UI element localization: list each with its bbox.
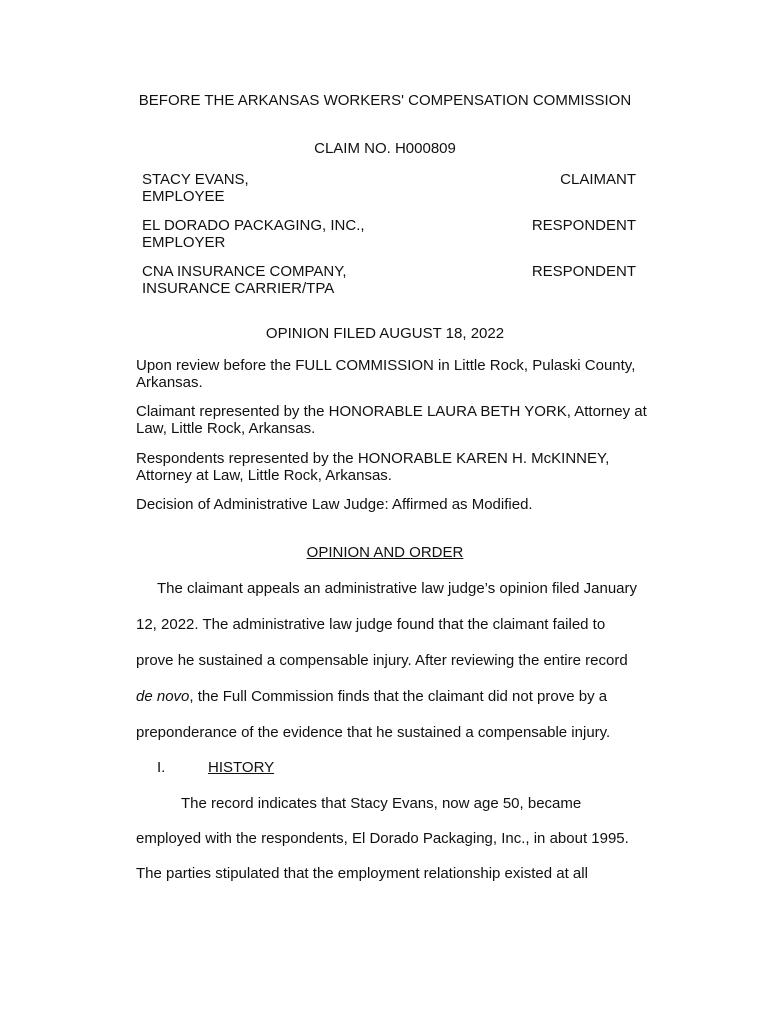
party-claimant [142,171,636,205]
opinion-filed-date: OPINION FILED AUGUST 18, 2022 [265,325,505,342]
section-title: HISTORY [208,759,275,776]
body-line: The claimant appeals an administrative law judge’s opinion filed January [157,580,637,597]
respondent-representation: Respondents represented by the HONORABLE KAREN H. McKINNEY, Attorney at Law, Little Rock, Arkansas. [136,450,610,484]
section-number: I. [157,759,166,776]
party-role: CLAIMANT [560,171,636,188]
body-line-rest: , the Full Commission finds that the claimant did not prove by a [189,688,608,705]
body-line: preponderance of the evidence that he sustained a compensable injury. [136,724,611,741]
body-line: 12, 2022. The administrative law judge found that the claimant failed to [136,616,606,633]
latin-term: de novo [136,688,190,705]
commission-heading: BEFORE THE ARKANSAS WORKERS' COMPENSATION COMMISSION [138,92,632,109]
party-name [142,171,249,205]
opinion-and-order-heading: OPINION AND ORDER [306,544,464,561]
party-name [142,217,365,251]
party-employer [142,217,636,251]
claimant-representation: Claimant represented by the HONORABLE LAURA BETH YORK, Attorney at Law, Little Rock, Arkansas. [136,403,647,437]
history-line: employed with the respondents, El Dorado Packaging, Inc., in about 1995. [136,830,629,847]
party-name-line2: EMPLOYER [142,234,226,251]
claim-number: CLAIM NO. H000809 [314,140,456,157]
party-name-line2: INSURANCE CARRIER/TPA [142,280,335,297]
review-paragraph: Upon review before the FULL COMMISSION in Little Rock, Pulaski County, Arkansas. [136,357,636,391]
party-name-line2: EMPLOYEE [142,188,225,205]
party-role: RESPONDENT [531,263,636,280]
party-name-line1: STACY EVANS, [142,171,249,188]
history-line: The parties stipulated that the employment relationship existed at all [136,865,588,882]
party-name-line1: EL DORADO PACKAGING, INC., [142,217,365,234]
party-name-line1: CNA INSURANCE COMPANY, [142,263,347,280]
party-role: RESPONDENT [531,217,636,234]
body-line [136,688,607,705]
history-line: The record indicates that Stacy Evans, now age 50, became [181,795,582,812]
alj-decision: Decision of Administrative Law Judge: Affirmed as Modified. [136,496,533,513]
party-name [142,263,347,297]
party-carrier [142,263,636,297]
body-line: prove he sustained a compensable injury. After reviewing the entire record [136,652,628,669]
